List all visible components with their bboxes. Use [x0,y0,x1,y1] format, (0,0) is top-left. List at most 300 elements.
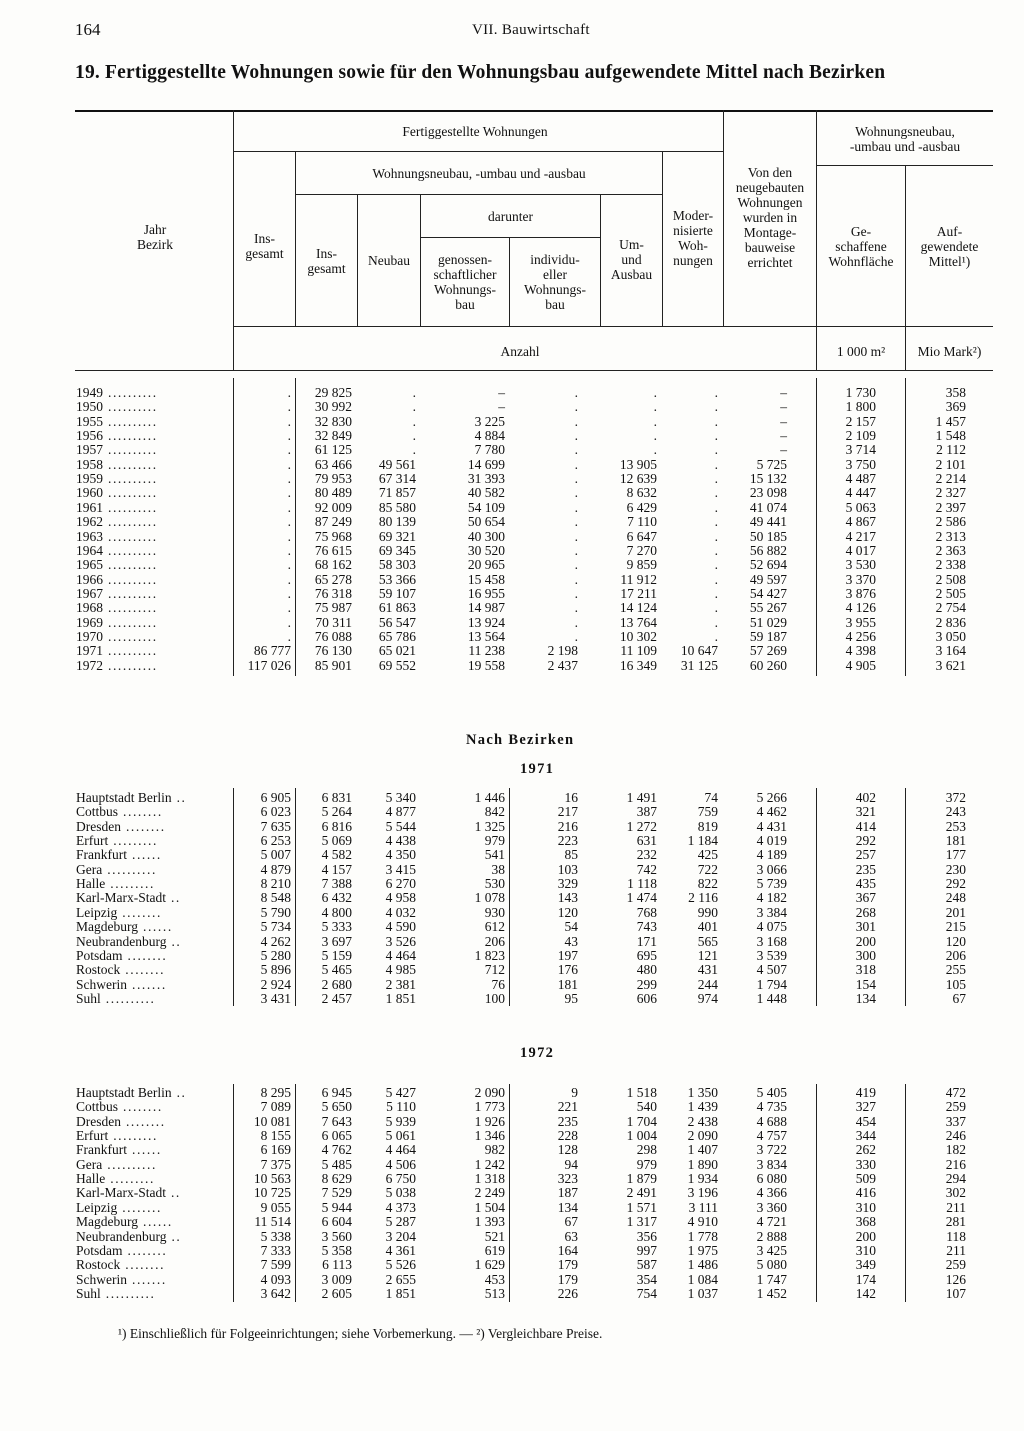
row-label-text: Rostock [76,962,121,978]
row-label [76,544,158,558]
cell-col-3: 4 590 [385,919,416,935]
leader-dots: .......... [103,471,158,487]
header-darunter: darunter [488,209,533,224]
cell-col-5: 221 [557,1099,578,1115]
cell-col-3: 5 110 [386,1099,416,1115]
cell-col-1: 5 007 [260,847,291,863]
cell-col-10: 2 397 [935,499,966,515]
cell-col-8: 3 425 [756,1242,787,1258]
bezirk-1972-row [0,1273,1024,1287]
cell-col-2: 5 069 [321,833,352,849]
cell-col-2: 4 582 [321,847,352,863]
cell-col-9: 4 487 [845,471,876,487]
header-neubau: Neubau [368,253,410,268]
year-row [0,386,1024,400]
cell-col-9: 4 867 [845,514,876,530]
cell-col-1: . [287,528,291,544]
cell-col-4: 13 564 [467,628,505,644]
year-row [0,400,1024,414]
cell-col-1: . [287,428,291,444]
cell-col-2: 6 604 [321,1214,352,1230]
row-label [76,1100,163,1114]
cell-col-3: 53 366 [378,571,416,587]
cell-col-1: . [287,557,291,573]
cell-col-4: 14 987 [467,600,505,616]
cell-col-4: 40 582 [467,485,505,501]
cell-col-4: 30 520 [467,542,505,558]
cell-col-6: . [653,428,657,444]
rule-wohnungsneubau [295,194,662,195]
cell-col-1: 7 333 [260,1242,291,1258]
cell-col-2: 4 157 [321,861,352,877]
leader-dots: .......... [103,657,158,673]
cell-col-9: 419 [855,1085,876,1100]
cell-col-6: . [653,385,657,400]
cell-col-2: 6 113 [322,1257,352,1273]
cell-col-3: 4 350 [385,847,416,863]
bezirk-1971-row [0,978,1024,992]
cell-col-9: 4 126 [845,600,876,616]
cell-col-6: 7 270 [626,542,657,558]
cell-col-5: 63 [564,1228,578,1244]
row-label [76,429,158,443]
cell-col-10: 2 836 [935,614,966,630]
cell-col-4: 3 225 [474,413,505,429]
cell-col-1: . [287,456,291,472]
cell-col-8: 1 794 [756,976,787,992]
bezirk-1971-row [0,805,1024,819]
cell-col-2: 2 680 [321,976,352,992]
cell-col-2: 76 130 [314,643,352,659]
cell-col-10: 2 101 [935,456,966,472]
cell-col-6: 17 211 [620,585,657,601]
cell-col-7: 425 [697,847,718,863]
cell-col-6: 10 302 [619,628,657,644]
cell-col-10: 2 505 [935,585,966,601]
cell-col-9: 327 [855,1099,876,1115]
cell-col-2: 79 953 [314,471,352,487]
row-label-text: 1957 [76,442,103,458]
cell-col-3: 80 139 [378,514,416,530]
cell-col-10: 255 [945,962,966,978]
cell-col-3: 4 464 [385,1142,416,1158]
cell-col-7: 1 084 [687,1271,718,1287]
cell-col-4: 712 [484,962,505,978]
cell-col-7: 722 [697,861,718,877]
row-label [76,791,187,805]
leader-dots: .......... [103,528,158,544]
cell-col-1: . [287,471,291,487]
cell-col-7: 1 975 [687,1242,718,1258]
cell-col-6: 631 [636,833,657,849]
cell-col-7: 244 [697,976,718,992]
cell-col-3: 4 464 [385,947,416,963]
cell-col-6: 480 [636,962,657,978]
cell-col-2: 76 088 [314,628,352,644]
cell-col-10: 201 [945,904,966,920]
bezirk-1971-row [0,920,1024,934]
cell-col-2: 6 816 [321,818,352,834]
year-row [0,573,1024,587]
cell-col-5: 103 [557,861,578,877]
cell-col-3: 4 361 [385,1242,416,1258]
cell-col-4: 1 629 [474,1257,505,1273]
cell-col-1: . [287,499,291,515]
cell-col-6: 11 109 [620,643,657,659]
cell-col-7: . [714,628,718,644]
row-label [76,935,181,949]
cell-col-10: 120 [945,933,966,949]
cell-col-6: 1 571 [626,1199,657,1215]
cell-col-2: 92 009 [314,499,352,515]
cell-col-5: 176 [557,962,578,978]
cell-col-4: 619 [484,1242,505,1258]
cell-col-4: 16 955 [467,585,505,601]
cell-col-5: 85 [564,847,578,863]
cell-col-1: 117 026 [247,657,291,673]
cell-col-8: 51 029 [749,614,787,630]
cell-col-5: 9 [571,1085,578,1100]
row-label [76,486,158,500]
cell-col-10: 216 [945,1156,966,1172]
row-label-text: Karl-Marx-Stadt [76,890,166,906]
cell-col-3: 59 107 [378,585,416,601]
row-label-text: Cottbus [76,1099,119,1115]
cell-col-3: 1 851 [385,1285,416,1301]
row-label-text: Potsdam [76,947,123,963]
leader-dots: .......... [103,385,158,400]
row-label [76,386,158,400]
cell-col-5: . [574,413,578,429]
cell-col-2: 6 945 [321,1085,352,1100]
cell-col-6: 1 518 [626,1085,657,1100]
cell-col-7: 819 [697,818,718,834]
cell-col-5: . [574,600,578,616]
cell-col-9: 1 730 [845,385,876,400]
bezirk-1971-row [0,949,1024,963]
cell-col-7: 1 890 [687,1156,718,1172]
cell-col-4: 1 446 [474,790,505,805]
cell-col-10: 2 754 [935,600,966,616]
cell-col-8: 54 427 [749,585,787,601]
cell-col-7: 1 439 [687,1099,718,1115]
cell-col-8: 23 098 [749,485,787,501]
cell-col-1: 10 563 [253,1171,291,1187]
cell-col-8: 49 597 [749,571,787,587]
cell-col-9: 142 [855,1285,876,1301]
row-label-text: Dresden [76,818,121,834]
cell-col-5: 2 198 [547,643,578,659]
row-label-text: Halle [76,1171,106,1187]
cell-col-10: 337 [945,1113,966,1129]
cell-col-4: 1 504 [474,1199,505,1215]
row-label [76,573,158,587]
cell-col-6: 298 [636,1142,657,1158]
row-label-text: 1972 [76,657,103,673]
bezirk-1971-row [0,935,1024,949]
unit-mark: Mio Mark²) [917,344,982,359]
cell-col-2: 6 432 [321,890,352,906]
cell-col-10: 2 363 [935,542,966,558]
cell-col-3: 3 415 [385,861,416,877]
cell-col-7: 1 486 [687,1257,718,1273]
cell-col-10: 259 [945,1257,966,1273]
row-label-text: Neubrandenburg [76,933,167,949]
cell-col-9: 292 [855,833,876,849]
year-row [0,415,1024,429]
row-label [76,515,158,529]
row-label-text: 1967 [76,585,103,601]
table-title: 19. Fertiggestellte Wohnungen sowie für den Wohnungsbau aufgewendete Mittel nach Bezirken [75,62,886,83]
row-label-text: Rostock [76,1257,121,1273]
row-label-text: Gera [76,1156,103,1172]
cell-col-1: 8 548 [260,890,291,906]
cell-col-3: 71 857 [378,485,416,501]
cell-col-7: . [714,485,718,501]
cell-col-8: 56 882 [749,542,787,558]
cell-col-3: 6 750 [385,1171,416,1187]
cell-col-6: 768 [636,904,657,920]
cell-col-4: 1 078 [474,890,505,906]
rule-darunter [420,237,600,238]
row-label [76,992,156,1006]
cell-col-1: 9 055 [260,1199,291,1215]
cell-col-9: 154 [855,976,876,992]
cell-col-10: 246 [945,1128,966,1144]
cell-col-4: 20 965 [467,557,505,573]
bezirk-1972-row [0,1115,1024,1129]
cell-col-8: 3 834 [756,1156,787,1172]
cell-col-2: 85 901 [314,657,352,673]
cell-col-10: 253 [945,818,966,834]
cell-col-8: 4 019 [756,833,787,849]
cell-col-1: 6 023 [260,804,291,820]
cell-col-6: 540 [636,1099,657,1115]
cell-col-7: 565 [697,933,718,949]
cell-col-5: 94 [564,1156,578,1172]
cell-col-8: 41 074 [749,499,787,515]
cell-col-7: . [714,585,718,601]
cell-col-8: 15 132 [749,471,787,487]
cell-col-9: 330 [855,1156,876,1172]
cell-col-1: 7 599 [260,1257,291,1273]
cell-col-8: 5 725 [756,456,787,472]
leader-dots: .......... [100,990,156,1006]
cell-col-7: . [714,428,718,444]
cell-col-6: 587 [636,1257,657,1273]
cell-col-5: . [574,628,578,644]
header-jahr-bezirk: Jahr Bezirk [137,222,173,252]
leader-dots: ...... [138,1214,173,1230]
cell-col-8: 3 539 [756,947,787,963]
leader-dots: .......... [103,542,158,558]
rule-fertiggestellte [233,151,723,152]
cell-col-4: 541 [484,847,505,863]
year-row [0,429,1024,443]
row-label [76,601,158,615]
cell-col-8: 1 747 [756,1271,787,1287]
cell-col-6: 606 [636,990,657,1006]
leader-dots: ........ [118,804,163,820]
cell-col-1: 5 790 [260,904,291,920]
leader-dots: .. [171,790,187,805]
cell-col-1: . [287,485,291,501]
bezirk-1971-row [0,848,1024,862]
cell-col-6: 12 639 [619,471,657,487]
cell-col-6: 16 349 [619,657,657,673]
cell-col-3: 6 270 [385,876,416,892]
cell-col-7: . [714,399,718,415]
cell-col-5: 143 [557,890,578,906]
row-label [76,820,166,834]
row-label [76,1230,181,1244]
cell-col-1: 5 280 [260,947,291,963]
cell-col-9: 200 [855,1228,876,1244]
cell-col-7: 74 [704,790,718,805]
leader-dots: ........ [118,1099,163,1115]
cell-col-2: 4 762 [321,1142,352,1158]
cell-col-6: 7 110 [627,514,657,530]
cell-col-4: 530 [484,876,505,892]
cell-col-10: 472 [945,1085,966,1100]
bezirk-1972-row [0,1215,1024,1229]
cell-col-7: 2 116 [688,890,718,906]
cell-col-3: 61 863 [378,600,416,616]
cell-col-10: 107 [945,1285,966,1301]
cell-col-4: 453 [484,1271,505,1287]
cell-col-1: 8 295 [260,1085,291,1100]
leader-dots: .......... [103,600,158,616]
year-row [0,515,1024,529]
cell-col-4: 76 [491,976,505,992]
bezirk-1972-row [0,1258,1024,1272]
bezirk-1971-row [0,963,1024,977]
cell-col-6: . [653,399,657,415]
leader-dots: .. [165,1185,181,1201]
leader-dots: .......... [102,861,157,877]
cell-col-1: 11 514 [254,1214,291,1230]
cell-col-8: 4 507 [756,962,787,978]
leader-dots: .......... [100,1285,156,1301]
cell-col-4: 1 346 [474,1128,505,1144]
cell-col-1: . [287,571,291,587]
cell-col-5: 179 [557,1271,578,1287]
row-label-text: 1966 [76,571,103,587]
cell-col-9: 2 109 [845,428,876,444]
cell-col-10: 211 [946,1242,966,1258]
cell-col-7: . [714,571,718,587]
cell-col-5: . [574,571,578,587]
row-label-text: Frankfurt [76,1142,127,1158]
cell-col-10: 372 [945,790,966,805]
cell-col-6: 1 704 [626,1113,657,1129]
cell-col-6: 13 905 [619,456,657,472]
cell-col-2: 80 489 [314,485,352,501]
leader-dots: .......... [103,514,158,530]
row-label [76,834,158,848]
cell-col-5: . [574,542,578,558]
cell-col-9: 367 [855,890,876,906]
cell-col-7: 31 125 [680,657,718,673]
row-label [76,1115,166,1129]
leader-dots: ...... [138,919,173,935]
cell-col-1: . [287,413,291,429]
row-label [76,587,158,601]
cell-col-10: 2 338 [935,557,966,573]
year-row [0,501,1024,515]
cell-col-6: 387 [636,804,657,820]
row-label [76,630,158,644]
cell-col-9: 4 905 [845,657,876,673]
cell-col-9: 174 [855,1271,876,1287]
year-row [0,659,1024,673]
bezirk-1971-row [0,877,1024,891]
cell-col-2: 6 065 [321,1128,352,1144]
cell-col-7: . [714,385,718,400]
row-label-text: 1968 [76,600,103,616]
cell-col-6: 743 [636,919,657,935]
cell-col-9: 1 800 [845,399,876,415]
cell-col-2: 70 311 [315,614,352,630]
cell-col-1: 7 635 [260,818,291,834]
year-row [0,530,1024,544]
cell-col-6: 742 [636,861,657,877]
cell-col-8: 52 694 [749,557,787,573]
leader-dots: .. [171,1085,187,1100]
row-label-text: 1970 [76,628,103,644]
row-label [76,805,163,819]
cell-col-6: 2 491 [626,1185,657,1201]
cell-col-5: 217 [557,804,578,820]
cell-col-6: 1 317 [626,1214,657,1230]
cell-col-1: 5 338 [260,1228,291,1244]
cell-col-7: . [714,614,718,630]
header-insgesamt2: Ins- gesamt [307,246,346,276]
cell-col-4: 50 654 [467,514,505,530]
cell-col-3: 4 958 [385,890,416,906]
cell-col-9: 416 [855,1185,876,1201]
row-label [76,1287,156,1301]
cell-col-9: 3 370 [845,571,876,587]
cell-col-9: 134 [855,990,876,1006]
cell-col-9: 310 [855,1242,876,1258]
cell-col-4: 15 458 [467,571,505,587]
cell-col-7: 401 [697,919,718,935]
cell-col-4: 513 [484,1285,505,1301]
row-label-text: Suhl [76,990,101,1006]
cell-col-7: . [714,514,718,530]
cell-col-4: 2 090 [474,1085,505,1100]
cell-col-10: 211 [946,1199,966,1215]
cell-col-4: 1 926 [474,1113,505,1129]
leader-dots: .......... [103,413,158,429]
cell-col-2: 7 643 [321,1113,352,1129]
cell-col-3: . [412,428,416,444]
row-label [76,1129,158,1143]
cell-col-1: 6 169 [260,1142,291,1158]
cell-col-4: 2 249 [474,1185,505,1201]
cell-col-1: 10 725 [253,1185,291,1201]
leader-dots: ...... [127,1142,162,1158]
cell-col-10: 1 548 [935,428,966,444]
leader-dots: .. [166,933,182,949]
row-label-text: 1964 [76,542,103,558]
bezirk-1972-row [0,1172,1024,1186]
cell-col-3: 56 547 [378,614,416,630]
cell-col-4: 521 [484,1228,505,1244]
cell-col-8: 55 267 [749,600,787,616]
cell-col-10: 2 214 [935,471,966,487]
